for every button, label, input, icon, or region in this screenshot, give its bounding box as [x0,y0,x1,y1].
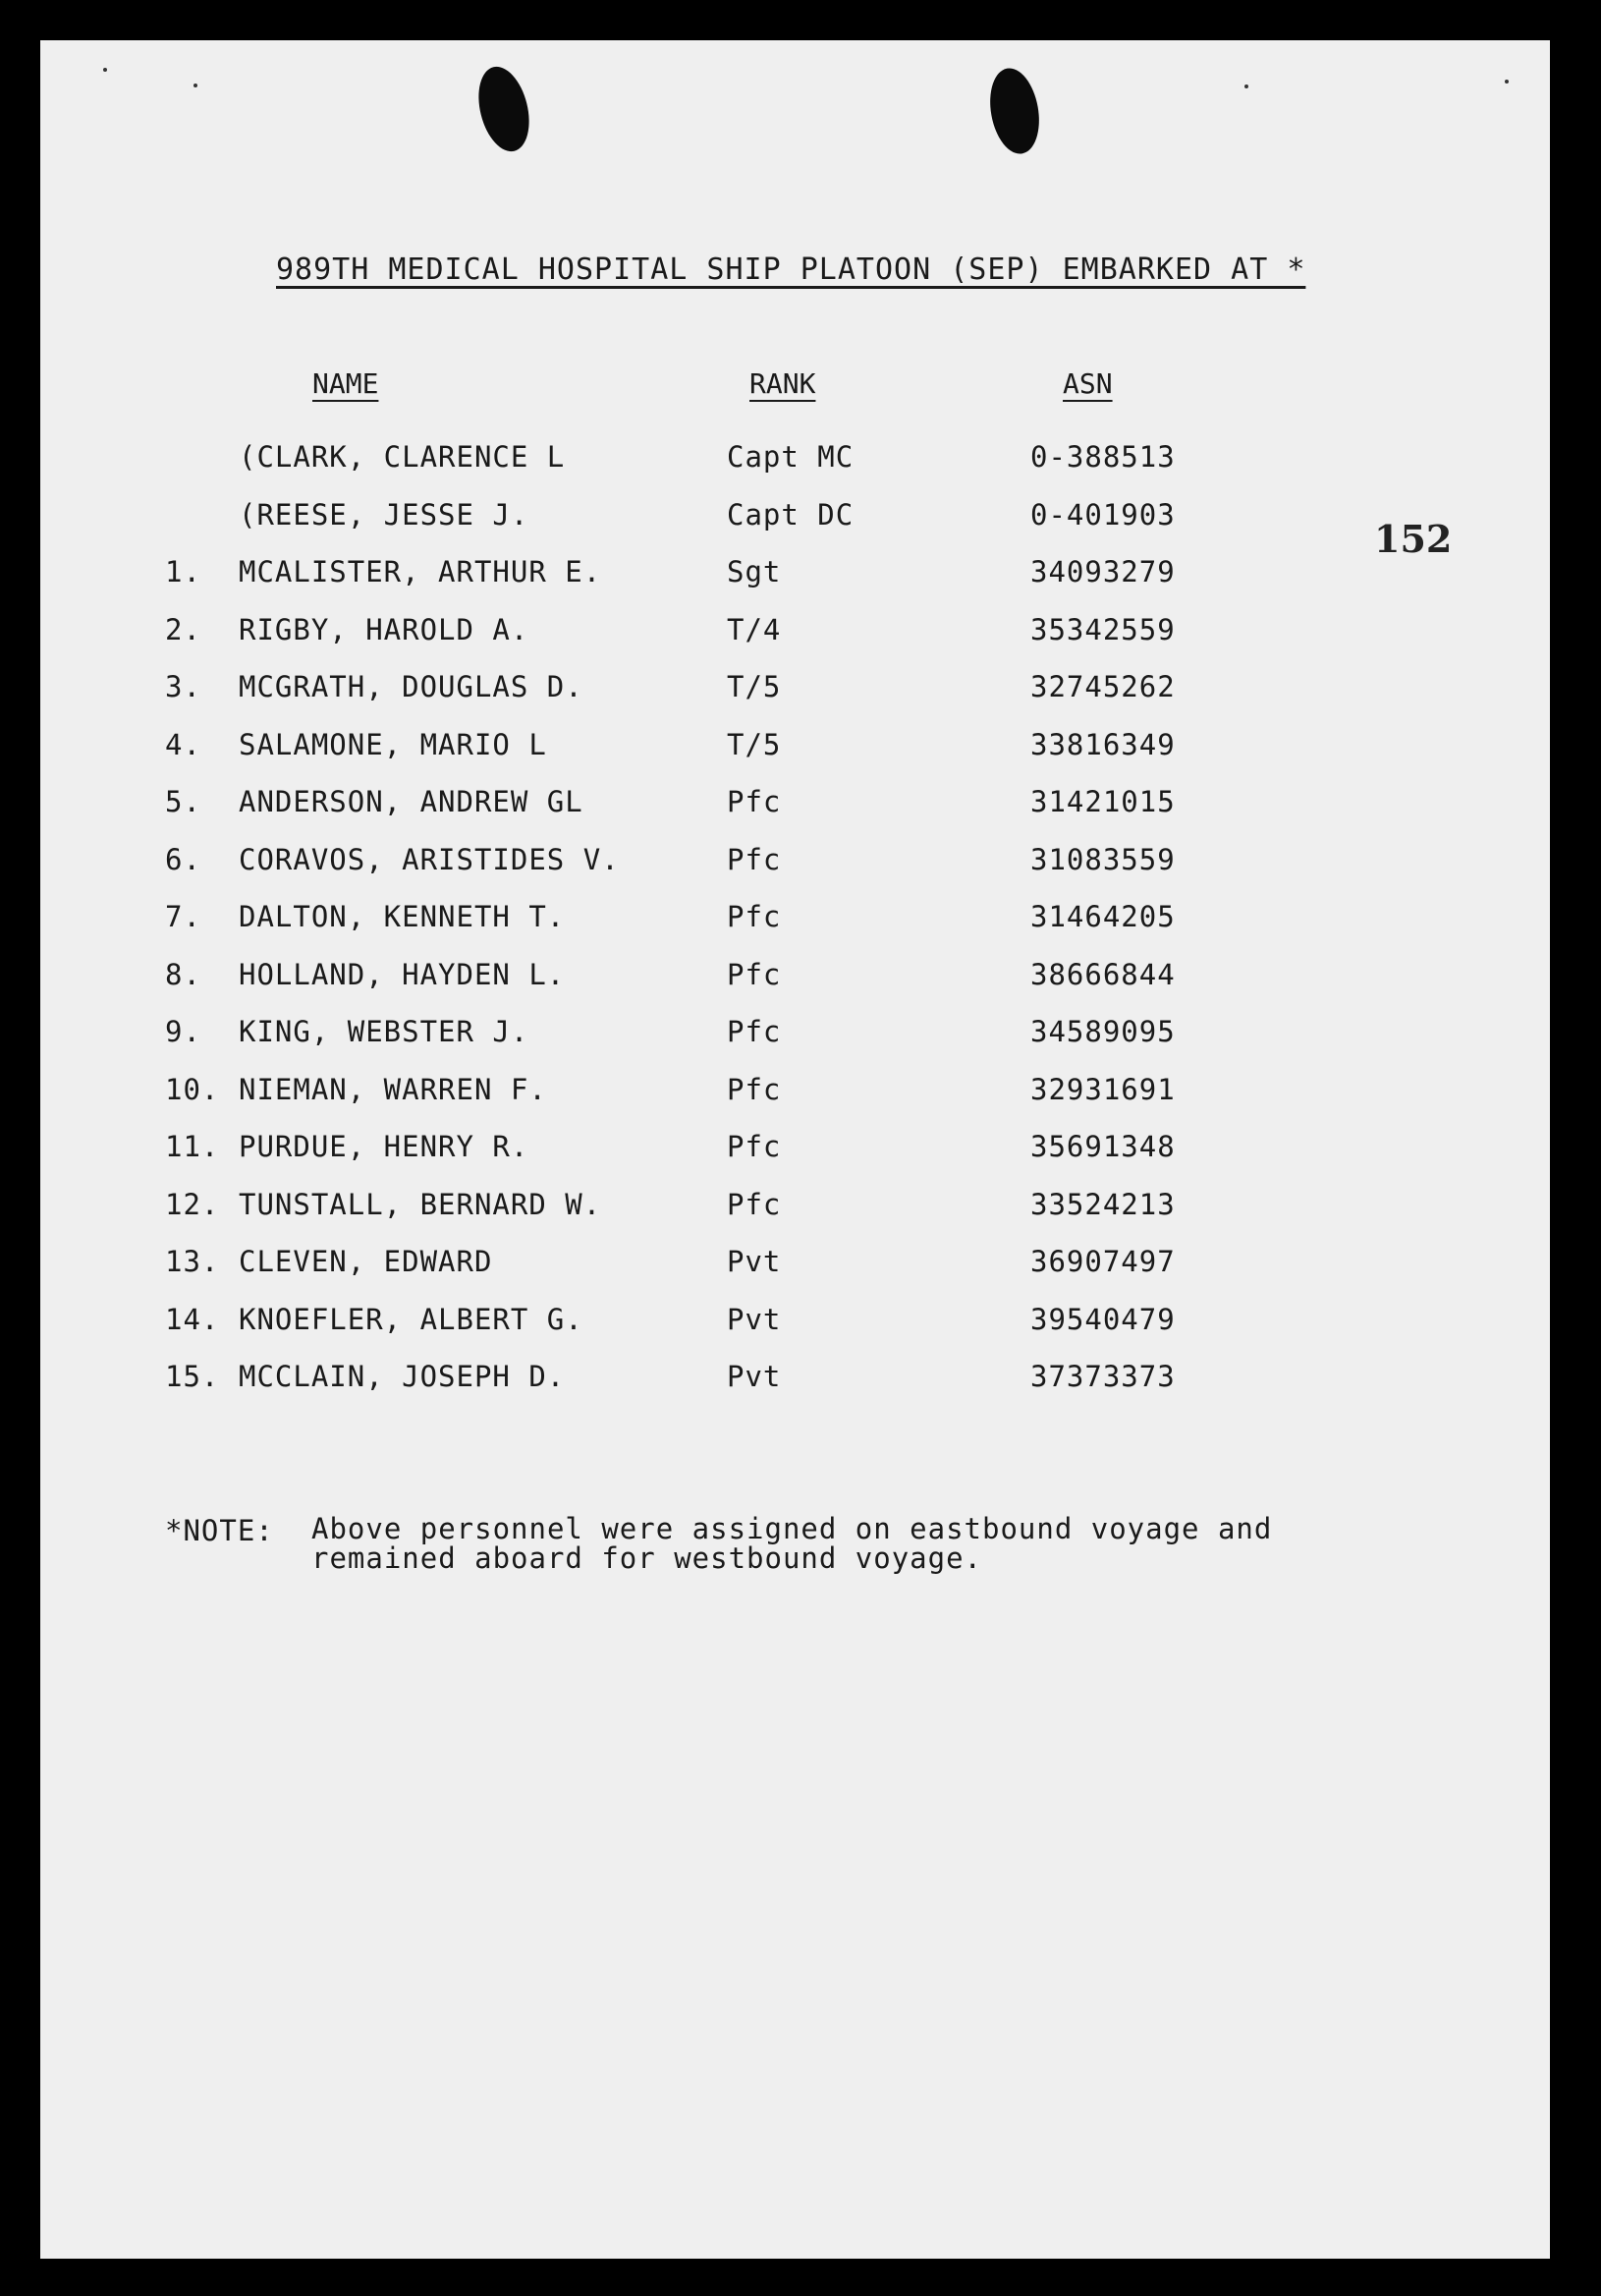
speck [103,68,107,72]
personnel-rank: Pfc [727,1187,782,1221]
row-number: 6. [165,842,201,876]
note-label: *NOTE: [165,1514,274,1547]
page-number: 152 [1374,517,1453,561]
row-number: 4. [165,727,201,761]
personnel-rank: Sgt [727,555,782,588]
personnel-name: (CLARK, CLARENCE L [239,440,566,474]
note-text: Above personnel were assigned on eastbound voyage and remained aboard for westbound voyage. [311,1512,1273,1575]
personnel-name: PURDUE, HENRY R. [239,1130,529,1163]
roster-row [40,843,1550,900]
personnel-name: CLEVEN, EDWARD [239,1245,493,1278]
document-title: 989TH MEDICAL HOSPITAL SHIP PLATOON (SEP) EMBARKED AT * [276,252,1306,287]
column-header-asn: ASN [1063,367,1113,400]
personnel-rank: Pfc [727,785,782,818]
personnel-name: DALTON, KENNETH T. [239,900,566,933]
roster-row [40,958,1550,1015]
personnel-asn: 32931691 [1030,1072,1176,1106]
row-number: 1. [165,555,201,588]
row-number: 15. [165,1360,220,1393]
personnel-asn: 37373373 [1030,1360,1176,1393]
speck [1505,80,1509,84]
personnel-asn: 35342559 [1030,612,1176,646]
speck [193,84,197,87]
personnel-name: SALAMONE, MARIO L [239,727,547,761]
personnel-name: MCCLAIN, JOSEPH D. [239,1360,566,1393]
personnel-rank: Pfc [727,1130,782,1163]
personnel-name: MCALISTER, ARTHUR E. [239,555,602,588]
personnel-rank: Pfc [727,842,782,876]
roster-row [40,1015,1550,1072]
personnel-asn: 31421015 [1030,785,1176,818]
personnel-asn: 31464205 [1030,900,1176,933]
row-number: 11. [165,1130,220,1163]
personnel-asn: 38666844 [1030,957,1176,991]
roster-row [40,440,1550,497]
personnel-name: CORAVOS, ARISTIDES V. [239,842,620,876]
row-number: 10. [165,1072,220,1106]
personnel-asn: 0-401903 [1030,497,1176,532]
row-number: 14. [165,1302,220,1336]
document-page [40,40,1550,2259]
roster-row [40,1188,1550,1245]
personnel-rank: T/4 [727,612,782,646]
personnel-asn: 32745262 [1030,670,1176,703]
row-number: 5. [165,785,201,818]
row-number: 13. [165,1245,220,1278]
row-number: 12. [165,1187,220,1221]
personnel-name: NIEMAN, WARREN F. [239,1072,547,1106]
roster-row [40,613,1550,670]
personnel-name: ANDERSON, ANDREW GL [239,785,583,818]
personnel-rank: Pfc [727,1015,782,1048]
roster-row [40,1073,1550,1130]
roster-row [40,498,1550,555]
personnel-rank: Pvt [727,1302,782,1336]
row-number: 2. [165,612,201,646]
roster-row [40,670,1550,727]
personnel-rank: Pfc [727,957,782,991]
personnel-rank: T/5 [727,670,782,703]
roster-row [40,1130,1550,1187]
roster-row [40,900,1550,957]
personnel-asn: 33524213 [1030,1187,1176,1221]
personnel-name: HOLLAND, HAYDEN L. [239,957,566,991]
personnel-name: TUNSTALL, BERNARD W. [239,1187,602,1221]
roster-row [40,555,1550,612]
personnel-name: (REESE, JESSE J. [239,497,529,532]
personnel-rank: Pvt [727,1245,782,1278]
speck [1244,84,1248,88]
personnel-asn: 33816349 [1030,727,1176,761]
personnel-asn: 0-388513 [1030,440,1176,474]
personnel-rank: Capt MC [727,440,855,474]
personnel-asn: 35691348 [1030,1130,1176,1163]
personnel-rank: Pfc [727,900,782,933]
personnel-name: MCGRATH, DOUGLAS D. [239,670,583,703]
personnel-asn: 34589095 [1030,1015,1176,1048]
punch-hole [984,65,1046,158]
row-number: 8. [165,957,201,991]
column-header-name: NAME [312,367,379,400]
personnel-name: KNOEFLER, ALBERT G. [239,1302,583,1336]
roster-row [40,785,1550,842]
personnel-rank: T/5 [727,727,782,761]
personnel-asn: 39540479 [1030,1302,1176,1336]
personnel-asn: 36907497 [1030,1245,1176,1278]
personnel-rank: Pfc [727,1072,782,1106]
row-number: 9. [165,1015,201,1048]
personnel-rank: Capt DC [727,497,855,532]
personnel-name: KING, WEBSTER J. [239,1015,529,1048]
row-number: 7. [165,900,201,933]
personnel-name: RIGBY, HAROLD A. [239,612,529,646]
personnel-asn: 34093279 [1030,555,1176,588]
personnel-asn: 31083559 [1030,842,1176,876]
roster-row [40,1303,1550,1360]
column-header-rank: RANK [749,367,816,400]
roster-row [40,1360,1550,1417]
roster-row [40,728,1550,785]
roster-row [40,1245,1550,1302]
punch-hole [470,62,537,157]
row-number: 3. [165,670,201,703]
personnel-rank: Pvt [727,1360,782,1393]
